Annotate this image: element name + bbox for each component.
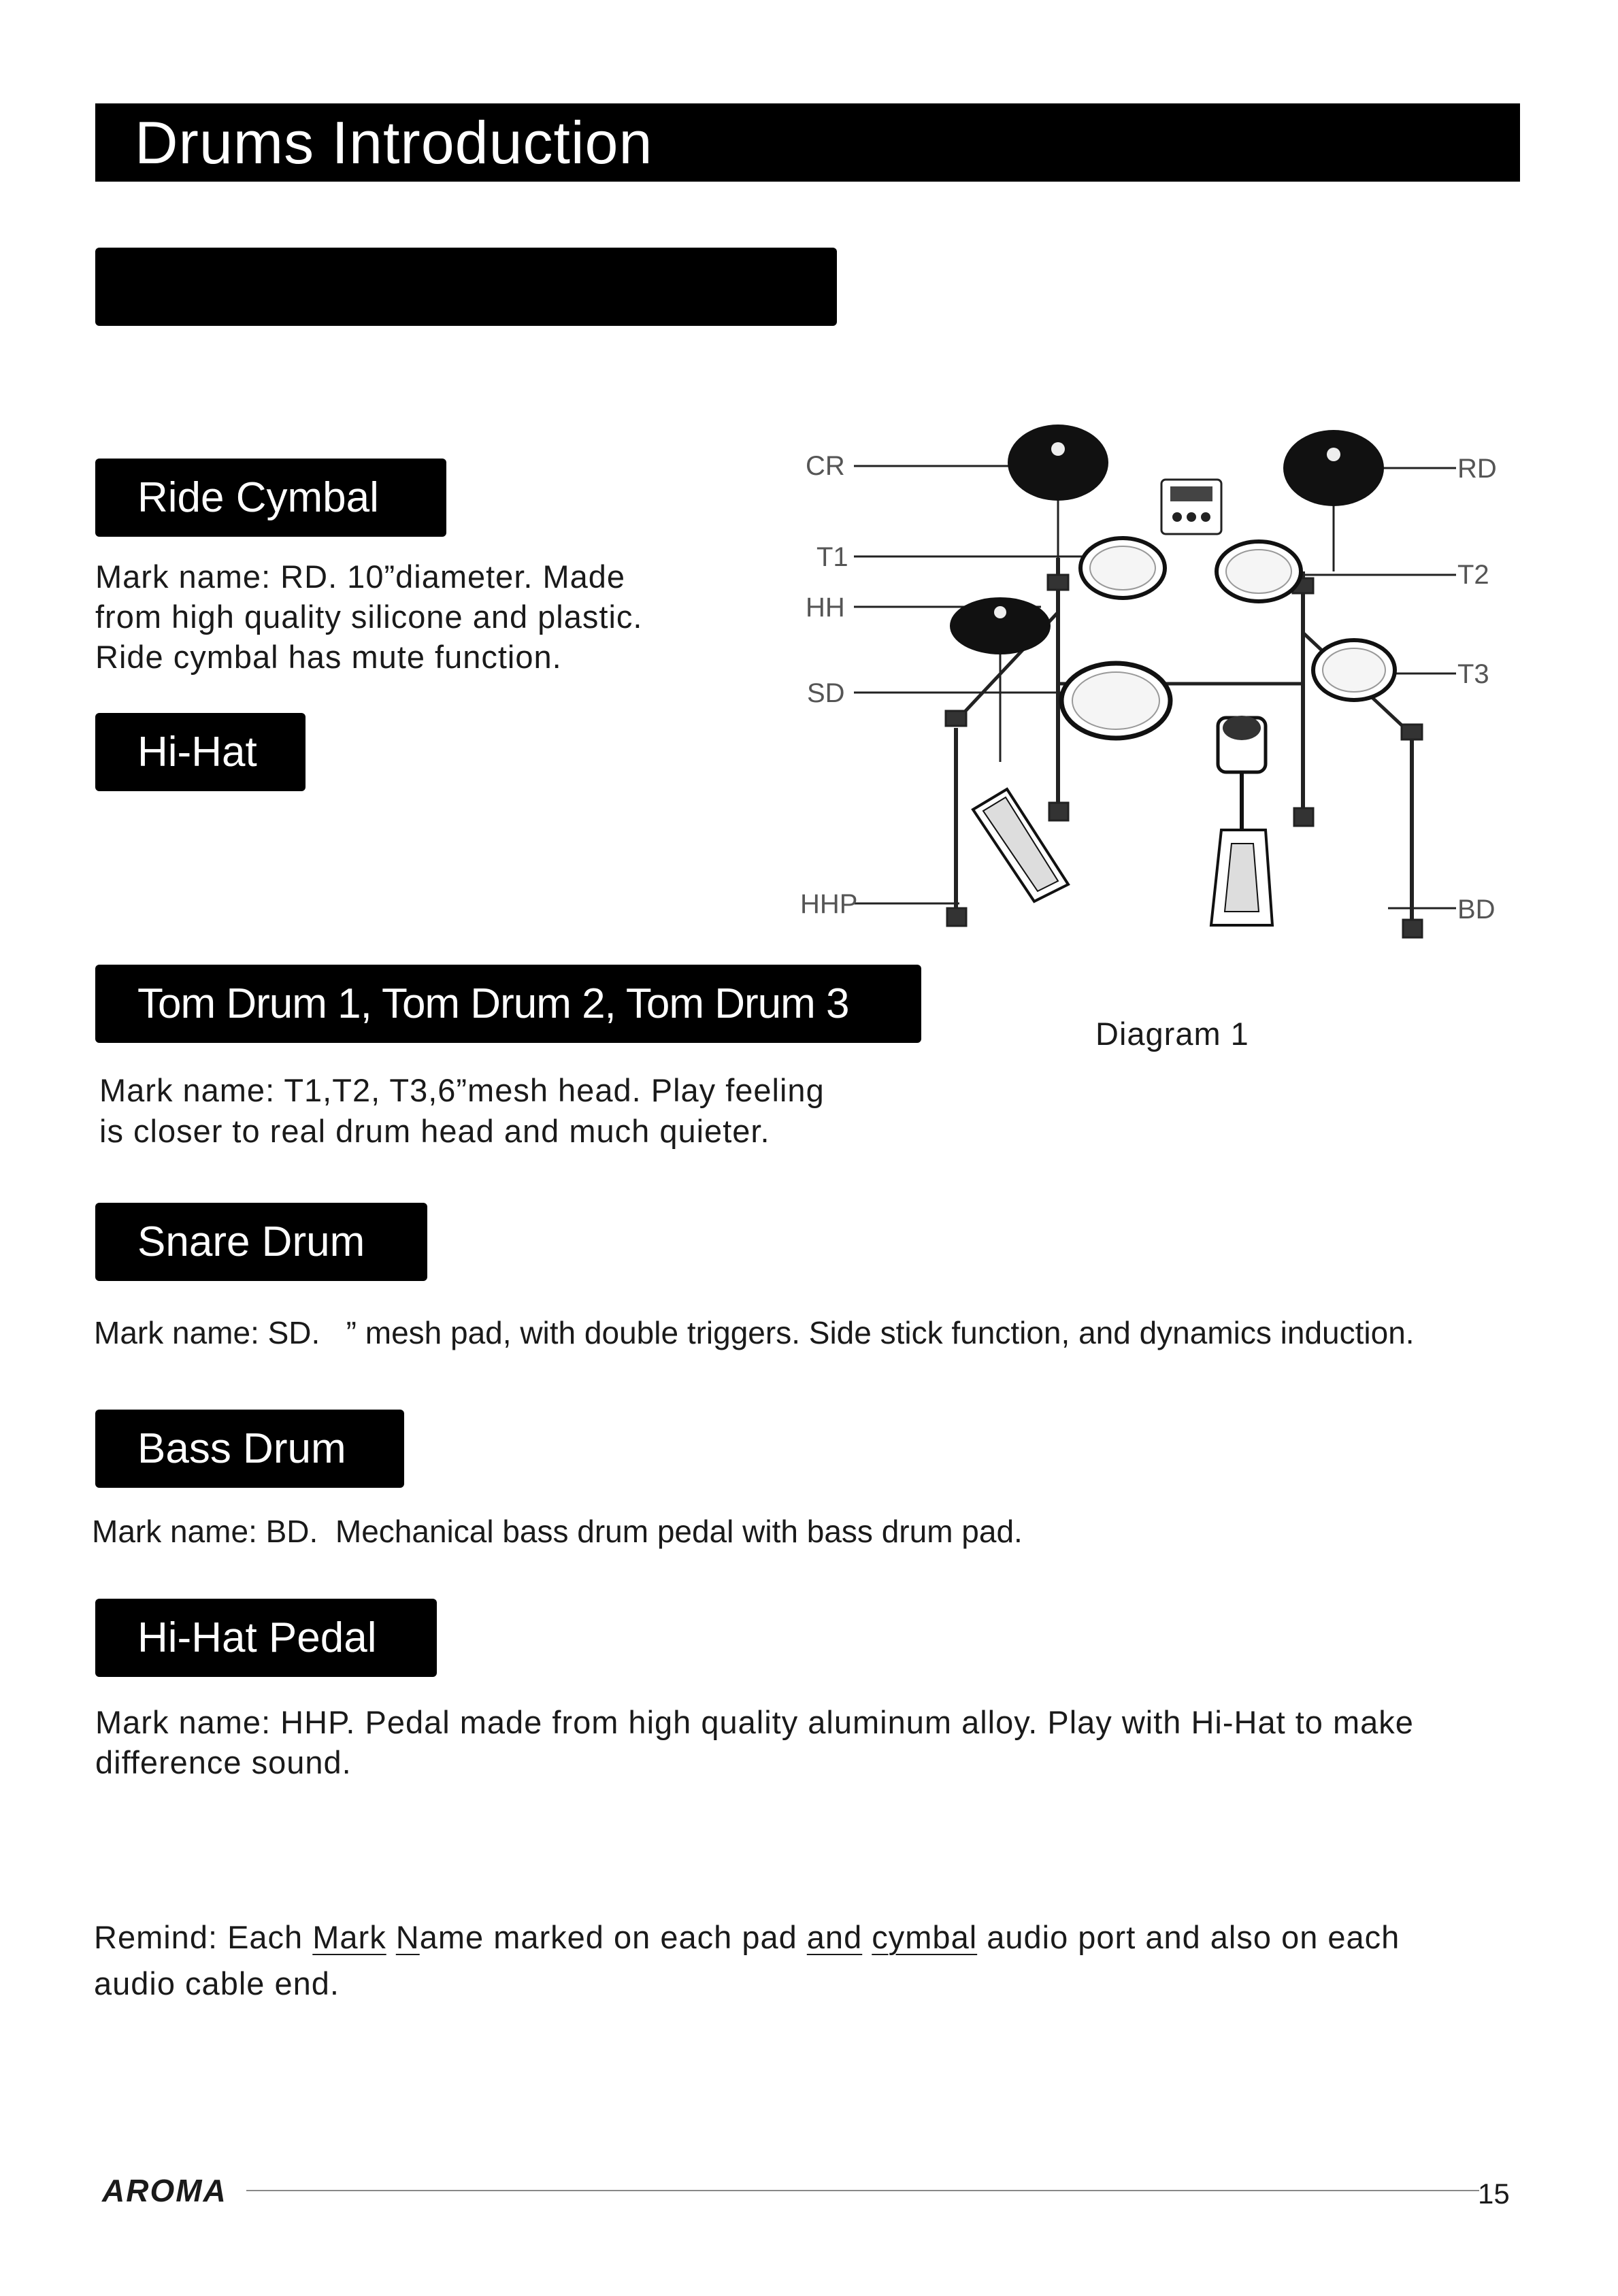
module-knob-1 [1172,512,1182,522]
foot-2 [1403,920,1422,937]
label-t3: T3 [1457,659,1489,689]
tom-drum-text-2: is closer to real drum head and much quieter. [99,1113,770,1149]
label-rd: RD [1457,454,1497,484]
remind-text-2: audio cable end. [94,1965,340,2001]
crash-cymbal [1008,425,1108,501]
label-hhp: HHP [800,889,858,919]
bass-drum-text: Mark name: BD. Mechanical bass drum pedal with bass drum pad. [92,1514,1023,1549]
clamp-3 [946,711,966,726]
remind-cymbal: cymbal [872,1919,978,1955]
remind-space [386,1919,396,1955]
tom-3-head [1323,648,1385,692]
blank-banner [95,248,837,326]
ride-bell [1327,448,1340,461]
remind-text-1 [94,1917,1400,1957]
tom-1-head [1090,546,1155,590]
foot-4 [1294,808,1313,826]
hi-hat-pedal-text-2: difference sound. [95,1744,352,1780]
diagram-caption: Diagram 1 [1095,1016,1249,1052]
tom-drum-text-1: Mark name: T1,T2, T3,6”mesh head. Play feeling [99,1072,825,1108]
snare-head [1072,672,1159,729]
snare-drum-heading: Snare Drum [95,1203,427,1281]
hi-hat-bell [994,606,1006,618]
remind-rest: audio port and also on each [977,1919,1400,1955]
module-knob-2 [1187,512,1196,522]
label-t1: T1 [816,542,848,572]
bass-pedal-board [1225,844,1259,912]
ride-cymbal [1283,430,1384,506]
bass-drum-beater-area [1223,716,1261,740]
drum-kit-diagram [796,408,1524,959]
module-screen [1170,486,1212,501]
page-title: Drums Introduction [95,103,1520,182]
tom-drum-heading: Tom Drum 1, Tom Drum 2, Tom Drum 3 [95,965,921,1043]
label-t2: T2 [1457,560,1489,590]
foot-3 [1049,803,1068,820]
foot-1 [947,908,966,926]
ride-cymbal-text-2: from high quality silicone and plastic. [95,599,643,635]
ride-cymbal-text-1: Mark name: RD. 10”diameter. Made [95,559,626,595]
label-bd: BD [1457,895,1496,925]
hi-hat-cymbal [950,597,1051,654]
page-number: 15 [1478,2178,1510,2210]
label-cr: CR [806,451,845,481]
remind-n: N [395,1919,420,1955]
tom-2-head [1226,550,1291,593]
footer-divider [246,2190,1479,2191]
label-hh: HH [806,593,845,622]
hi-hat-pedal-text-1: Mark name: HHP. Pedal made from high quality aluminum alloy. Play with Hi-Hat to make [95,1704,1414,1740]
hi-hat-heading: Hi-Hat [95,713,306,791]
module-knob-3 [1201,512,1210,522]
crash-bell [1051,442,1065,456]
bass-drum-heading: Bass Drum [95,1410,404,1488]
remind-prefix: Remind: Each [94,1919,313,1955]
ride-cymbal-text-3: Ride cymbal has mute function. [95,639,562,675]
aroma-logo: AROMA [102,2173,227,2208]
clamp-4 [1402,725,1422,739]
clamp-1 [1048,575,1068,590]
snare-drum-text: Mark name: SD. ” mesh pad, with double triggers. Side stick function, and dynamics induction. [94,1315,1415,1350]
ride-cymbal-heading: Ride Cymbal [95,459,446,537]
remind-ame: ame marked on each pad [419,1919,807,1955]
hi-hat-pedal-heading: Hi-Hat Pedal [95,1599,437,1677]
remind-mark: Mark [312,1919,386,1955]
label-sd: SD [807,678,845,708]
remind-and: and [806,1919,863,1955]
